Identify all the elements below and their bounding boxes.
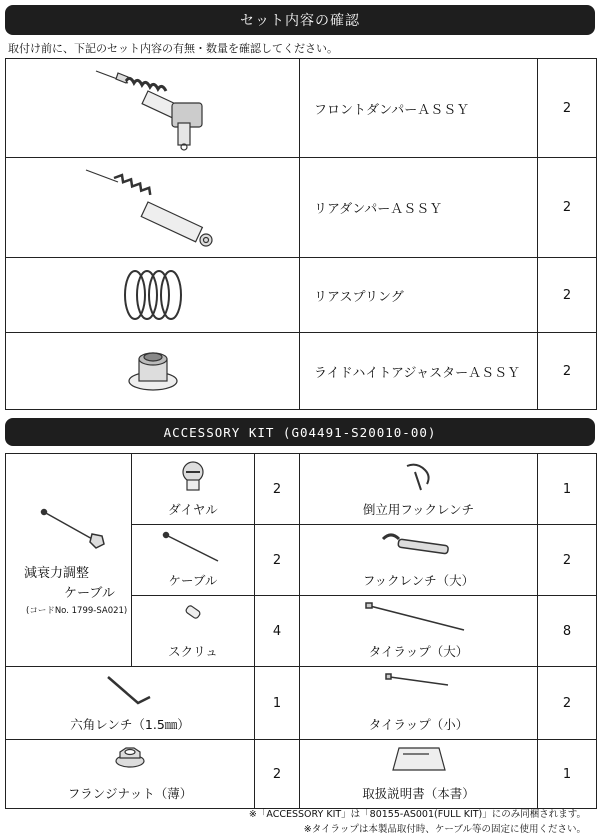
kit-item-cell	[6, 667, 255, 740]
kit-item-name: タイラップ（大）	[368, 644, 469, 659]
intro-text: 取付け前に、下記のセット内容の有無・数量を確認してください。	[8, 42, 338, 55]
section-header-set-contents	[5, 5, 595, 35]
rear-damper-icon	[78, 162, 228, 254]
kit-title: ACCESSORY KIT (G04491-S20010-00)	[163, 424, 437, 440]
cable-tie-small-icon	[384, 671, 454, 691]
front-damper-icon	[88, 63, 218, 153]
manual-icon	[389, 744, 449, 774]
kit-item-name: スクリュ	[168, 644, 218, 659]
kit-item-qty: 1	[255, 667, 300, 740]
kit-item-qty: 4	[255, 596, 300, 667]
group-code: (コードNo. 1799-SA021)	[26, 606, 128, 616]
kit-item-cell	[300, 454, 538, 525]
kit-item-name: タイラップ（小）	[368, 717, 469, 732]
table-row	[6, 258, 597, 333]
group-label-line1: 減衰力調整	[24, 566, 90, 581]
cable-icon	[158, 529, 228, 569]
kit-item-qty: 2	[255, 454, 300, 525]
table-row	[6, 158, 597, 258]
kit-item-cell	[300, 525, 538, 596]
inverted-hook-wrench-icon	[399, 458, 439, 494]
kit-item-cell	[132, 525, 255, 596]
kit-item-cell	[300, 596, 538, 667]
footnote: ※「ACCESSORY KIT」は「80155-AS001(FULL KIT)」にのみ同梱されます。	[248, 809, 586, 820]
hex-wrench-icon	[100, 671, 160, 711]
kit-item-qty: 2	[255, 525, 300, 596]
kit-item-qty: 1	[538, 740, 597, 809]
item-illustration	[6, 333, 300, 410]
table-row	[6, 333, 597, 410]
kit-item-cell	[132, 596, 255, 667]
rear-spring-icon	[113, 264, 193, 326]
screw-icon	[178, 600, 208, 630]
table-row	[6, 667, 597, 740]
kit-item-name: フックレンチ（大）	[362, 573, 475, 588]
group-label-line2: ケーブル	[64, 586, 115, 601]
item-illustration	[6, 158, 300, 258]
item-qty: 2	[538, 258, 597, 333]
item-illustration	[6, 258, 300, 333]
kit-item-cell	[6, 740, 255, 809]
item-qty: 2	[538, 158, 597, 258]
item-qty: 2	[538, 333, 597, 410]
hook-wrench-icon	[379, 529, 459, 559]
item-name: フロントダンパーＡＳＳＹ	[300, 59, 538, 158]
cable-tie-large-icon	[364, 600, 474, 636]
kit-item-name: 六角レンチ（1.5㎜）	[70, 717, 190, 732]
cable-group-cell	[6, 454, 132, 667]
kit-item-qty: 2	[538, 667, 597, 740]
item-name: リアスプリング	[300, 258, 538, 333]
dial-icon	[175, 458, 211, 494]
item-illustration	[6, 59, 300, 158]
kit-item-qty: 2	[538, 525, 597, 596]
item-qty: 2	[538, 59, 597, 158]
kit-item-cell	[300, 667, 538, 740]
accessory-kit-table	[5, 453, 597, 809]
kit-item-name: フランジナット（薄）	[67, 786, 193, 801]
kit-item-qty: 1	[538, 454, 597, 525]
section-header-accessory-kit	[5, 418, 595, 446]
table-row	[6, 59, 597, 158]
item-name: リアダンパーＡＳＳＹ	[300, 158, 538, 258]
kit-item-name: 倒立用フックレンチ	[362, 502, 475, 517]
table-row	[6, 454, 597, 525]
kit-item-name: 取扱説明書（本書）	[362, 786, 475, 801]
footnote: ※タイラップは本製品取付時、ケーブル等の固定に使用ください。	[303, 824, 586, 835]
section-title: セット内容の確認	[240, 13, 360, 29]
kit-item-name: ダイヤル	[168, 502, 218, 517]
kit-item-qty: 8	[538, 596, 597, 667]
set-contents-table	[5, 58, 597, 410]
table-row	[6, 740, 597, 809]
kit-item-qty: 2	[255, 740, 300, 809]
kit-item-name: ケーブル	[168, 573, 218, 588]
flange-nut-icon	[113, 744, 147, 770]
ride-height-adjuster-icon	[123, 343, 183, 399]
kit-item-cell	[300, 740, 538, 809]
adjust-cable-icon	[36, 504, 116, 554]
kit-item-cell	[132, 454, 255, 525]
item-name: ライドハイトアジャスターＡＳＳＹ	[300, 333, 538, 410]
